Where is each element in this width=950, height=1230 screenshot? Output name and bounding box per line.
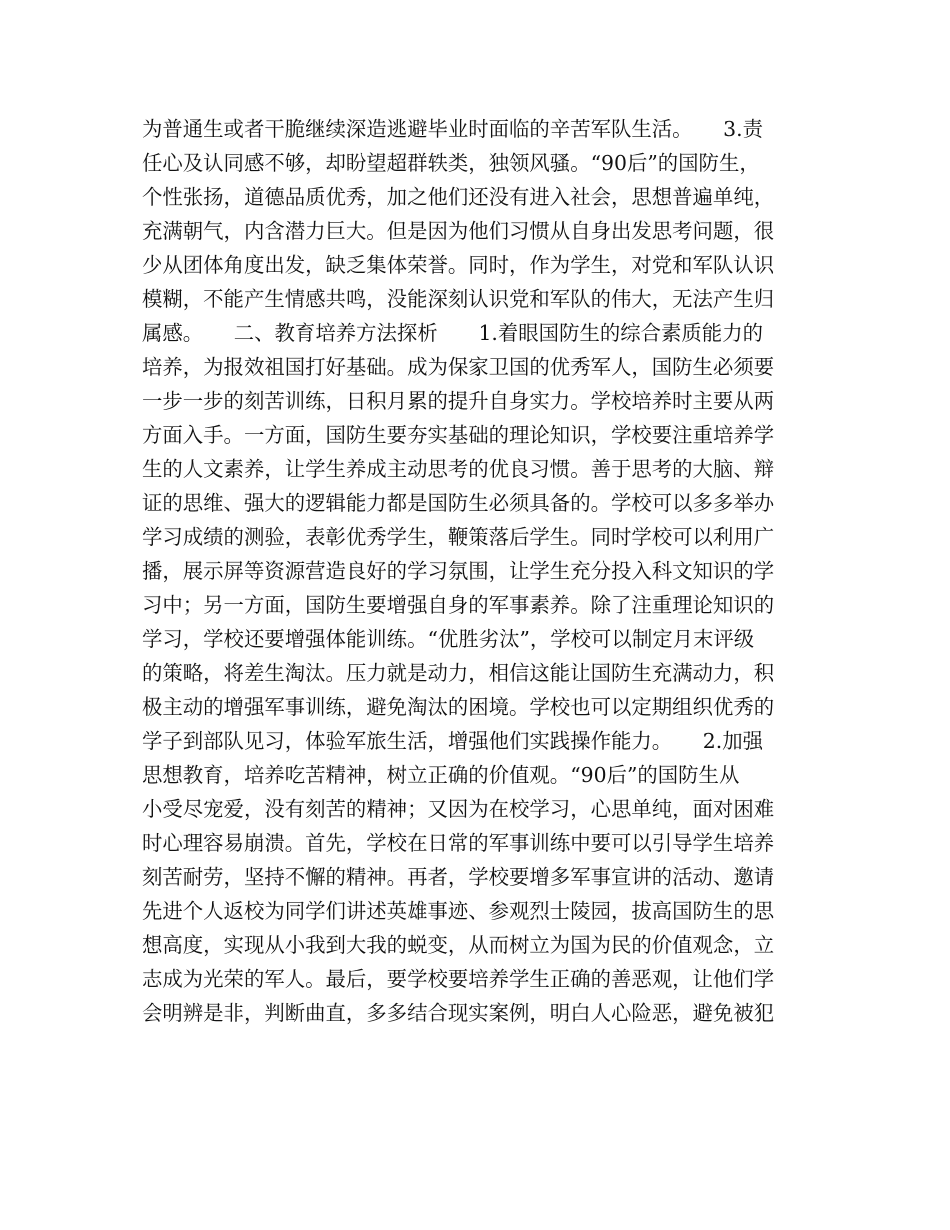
text-line-5: 少从团体角度出发，缺乏集体荣誉。同时，作为学生，对党和军队认识 bbox=[142, 253, 775, 277]
text-line-15: 习中；另一方面，国防生要增强自身的军事素养。除了注重理论知识的 bbox=[142, 593, 775, 617]
text-line-6: 模糊，不能产生情感共鸣，没能深刻认识党和军队的伟大，无法产生归 bbox=[142, 287, 775, 311]
text-line-10: 方面入手。一方面，国防生要夯实基础的理论知识，学校要注重培养学 bbox=[142, 423, 775, 447]
text-line-1: 为普通生或者干脆继续深造逃避毕业时面临的辛苦军队生活。 3.责 bbox=[142, 117, 763, 141]
text-line-19: 学子到部队见习，体验军旅生活，增强他们实践操作能力。 2.加强 bbox=[142, 729, 763, 753]
body-text bbox=[142, 112, 812, 1030]
text-line-18: 极主动的增强军事训练，避免淘汰的困境。学校也可以定期组织优秀的 bbox=[142, 695, 775, 719]
text-line-27: 会明辨是非，判断曲直，多多结合现实案例，明白人心险恶，避免被犯 bbox=[142, 1001, 775, 1025]
text-line-11: 生的人文素养，让学生养成主动思考的优良习惯。善于思考的大脑、辩 bbox=[142, 457, 775, 481]
text-line-8: 培养，为报效祖国打好基础。成为保家卫国的优秀军人，国防生必须要 bbox=[142, 355, 775, 379]
text-line-21: 小受尽宠爱，没有刻苦的精神；又因为在校学习，心思单纯，面对困难 bbox=[142, 797, 775, 821]
text-line-12: 证的思维、强大的逻辑能力都是国防生必须具备的。学校可以多多举办 bbox=[142, 491, 775, 515]
text-line-14: 播，展示屏等资源营造良好的学习氛围，让学生充分投入科文知识的学 bbox=[142, 559, 775, 583]
text-line-20: 思想教育，培养吃苦精神，树立正确的价值观。“90后”的国防生从 bbox=[142, 763, 740, 787]
text-line-4: 充满朝气，内含潜力巨大。但是因为他们习惯从自身出发思考问题，很 bbox=[142, 219, 775, 243]
text-line-7: 属感。 二、教育培养方法探析 1.着眼国防生的综合素质能力的 bbox=[142, 321, 763, 345]
text-line-26: 志成为光荣的军人。最后，要学校要培养学生正确的善恶观，让他们学 bbox=[142, 967, 775, 991]
text-line-25: 想高度，实现从小我到大我的蜕变，从而树立为国为民的价值观念，立 bbox=[142, 933, 775, 957]
text-line-24: 先进个人返校为同学们讲述英雄事迹、参观烈士陵园，拔高国防生的思 bbox=[142, 899, 775, 923]
text-line-22: 时心理容易崩溃。首先，学校在日常的军事训练中要可以引导学生培养 bbox=[142, 831, 775, 855]
text-line-23: 刻苦耐劳，坚持不懈的精神。再者，学校要增多军事宣讲的活动、邀请 bbox=[142, 865, 775, 889]
text-line-13: 学习成绩的测验，表彰优秀学生，鞭策落后学生。同时学校可以利用广 bbox=[142, 525, 775, 549]
text-line-9: 一步一步的刻苦训练，日积月累的提升自身实力。学校培养时主要从两 bbox=[142, 389, 775, 413]
text-line-3: 个性张扬，道德品质优秀，加之他们还没有进入社会，思想普遍单纯， bbox=[142, 185, 775, 209]
text-line-2: 任心及认同感不够，却盼望超群轶类，独领风骚。“90后”的国防生， bbox=[142, 151, 760, 175]
text-line-16: 学习，学校还要增强体能训练。“优胜劣汰”，学校可以制定月末评级 bbox=[142, 627, 755, 651]
text-line-17: 的策略，将差生淘汰。压力就是动力，相信这能让国防生充满动力，积 bbox=[142, 661, 775, 685]
